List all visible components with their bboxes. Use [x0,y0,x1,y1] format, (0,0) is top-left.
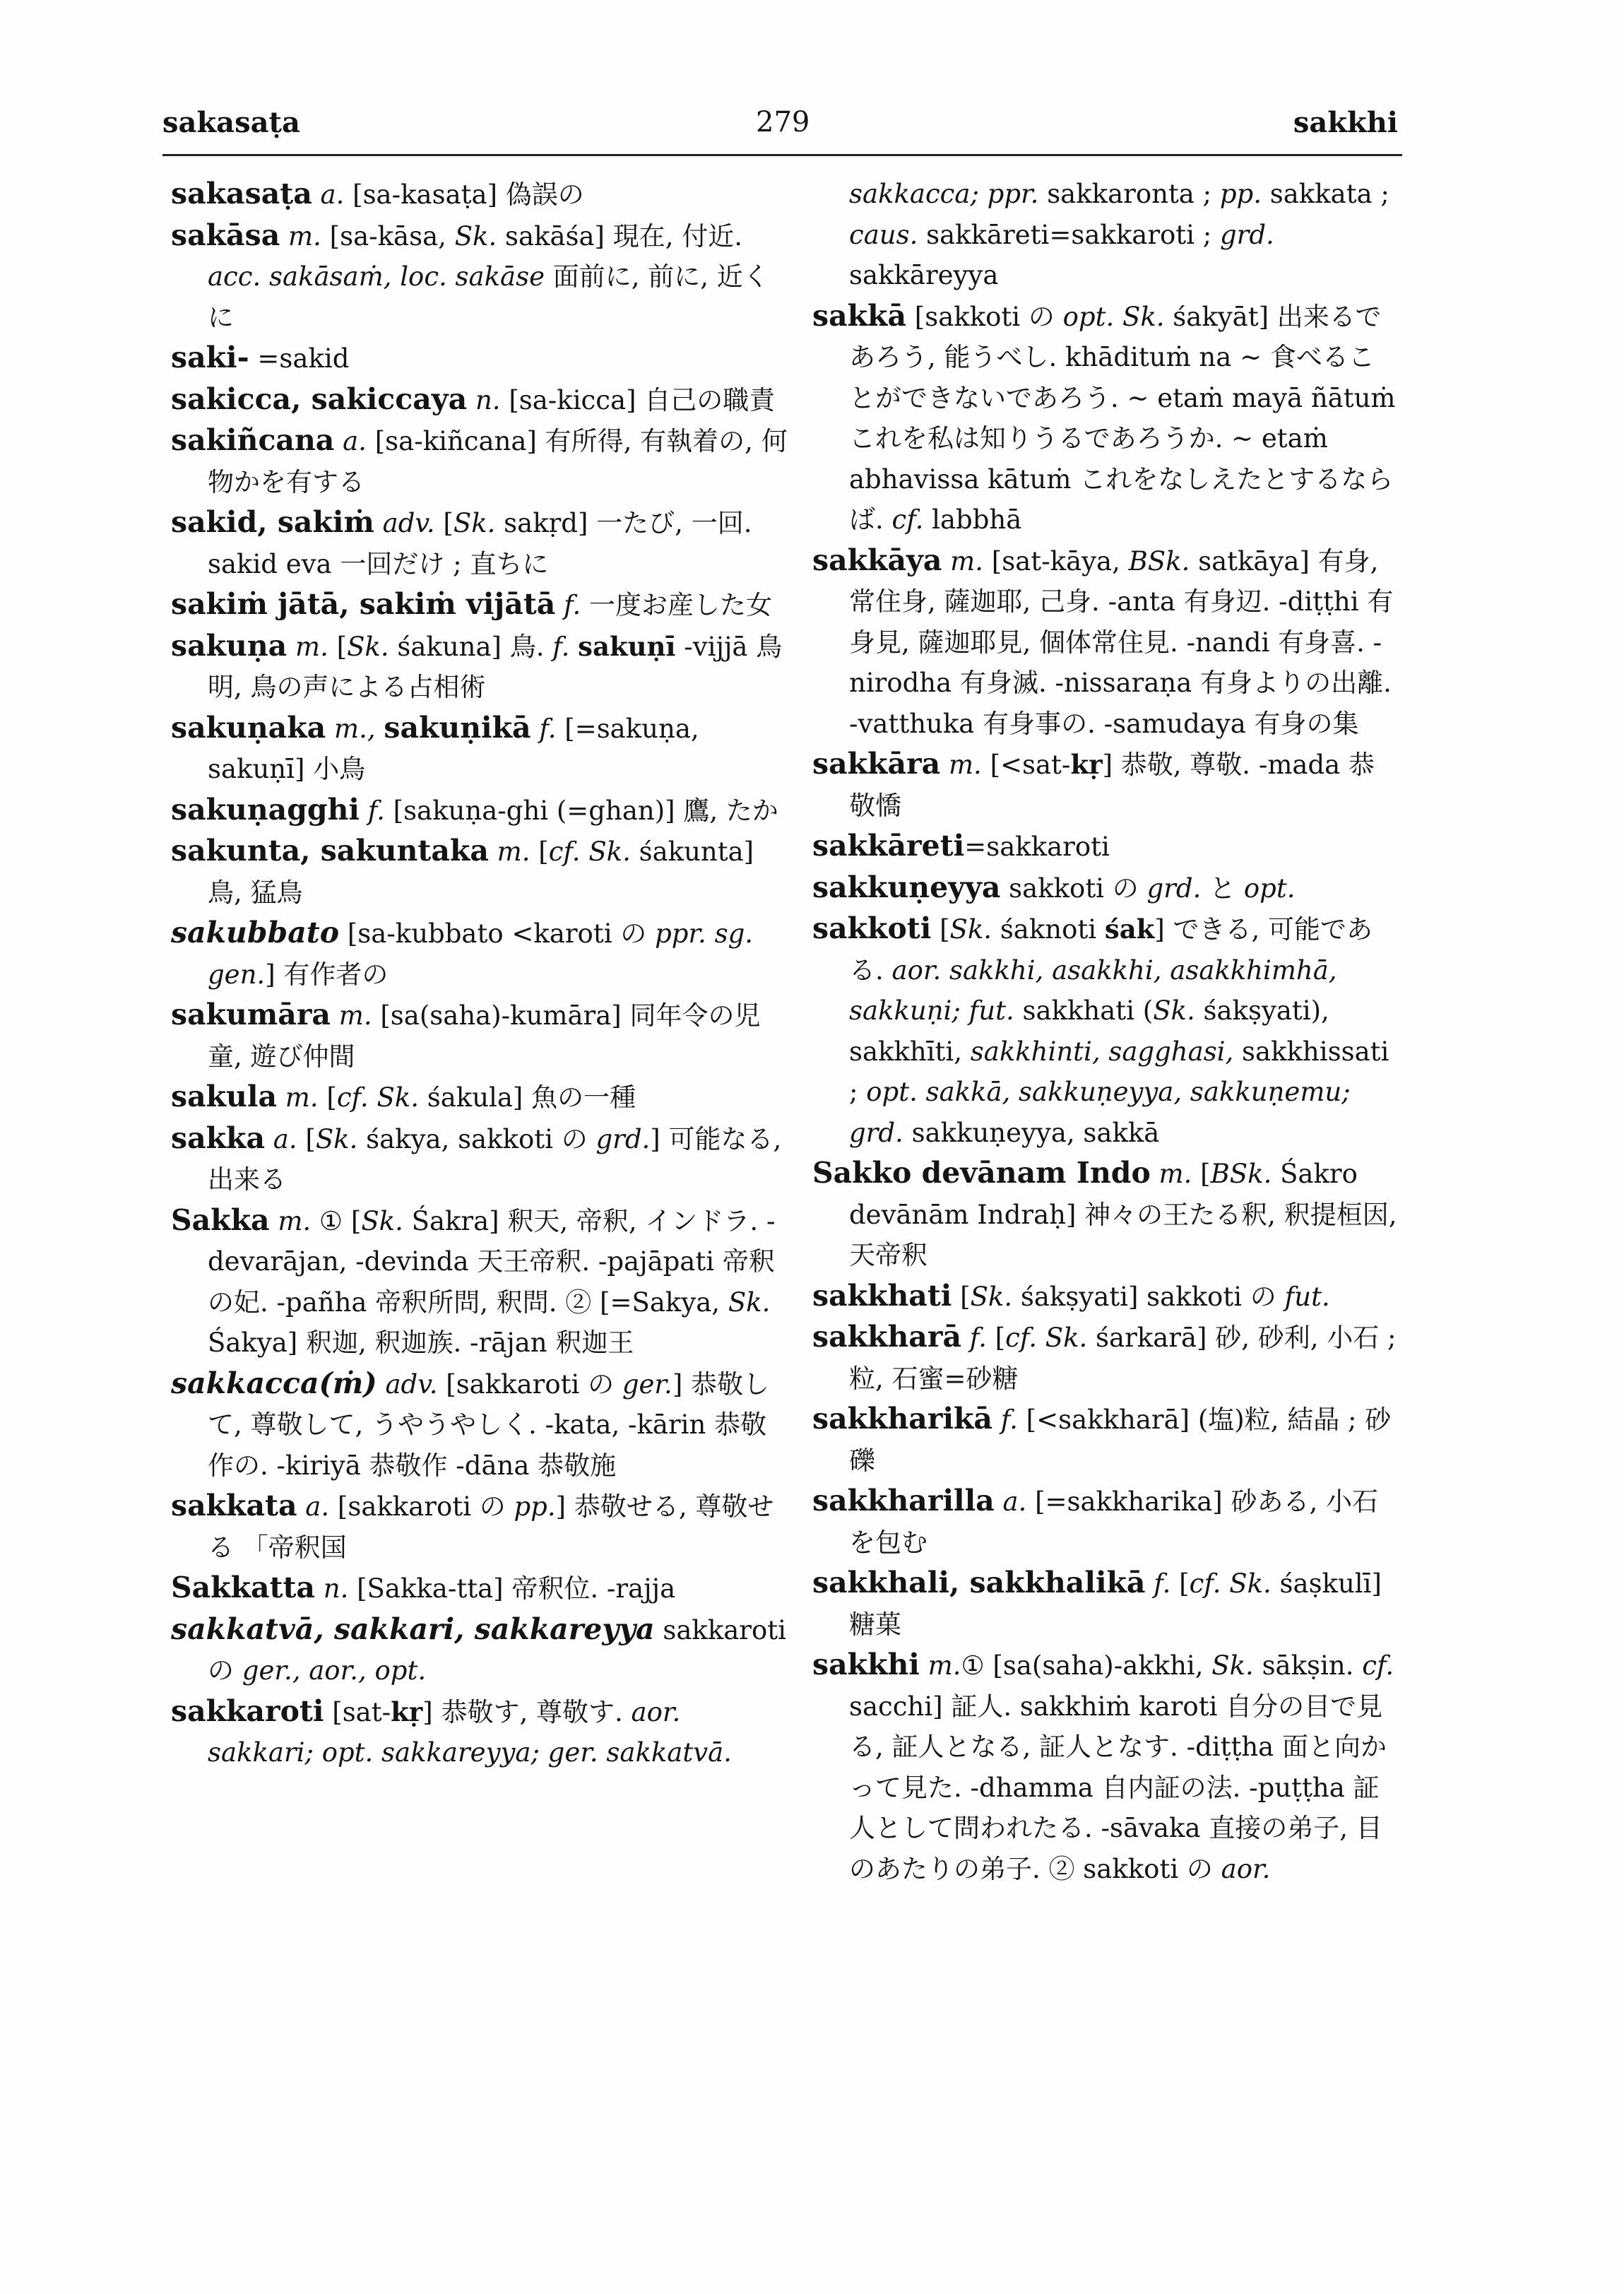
entry-text: Sk. [361,1205,403,1236]
entry-text: sakuṇī [578,630,676,662]
dictionary-entry [812,1399,1399,1481]
dictionary-entry [812,1276,1399,1318]
headword: sakubbato [171,916,340,950]
dictionary-entry [171,1200,793,1364]
entry-text: =sakkaroti [964,832,1110,862]
entry-text: cf. [1362,1650,1394,1681]
entry-text: [sakkaroti の [329,1491,514,1522]
entry-text: labbhā [923,504,1022,535]
entry-text: [sa-kiñcana] 有所得, 有執着の, 何物かを有する [208,426,788,497]
headword: sakkāra [812,747,941,781]
entry-text: n. [467,384,501,415]
entry-text: BSk. [1128,545,1190,577]
headword: sakicca, sakiccaya [171,382,468,416]
dictionary-entry [171,379,793,421]
entry-text: 面前に, 前に, 近くに [208,261,769,333]
headword: sakasaṭa [171,177,312,211]
entry-text: sakkacca; ppr. [849,179,1039,209]
entry-text: sakkhati ( [1014,995,1154,1026]
headword: sakkaroti [171,1693,324,1728]
dictionary-entry [171,1691,793,1773]
headword: sakiṁ jātā, sakiṁ vijātā [171,587,556,621]
headword: sakkhi [812,1648,920,1681]
dictionary-entry [171,1077,793,1118]
entry-text: ppr. sg. gen. [208,918,754,990]
entry-text: ] できる, 可能である. [849,914,1373,986]
entry-text: f. [555,590,581,620]
entry-text: sacchi] 証人. sakkhiṁ karoti 自分の目で見る, 証人となる, 証人となす. -diṭṭha 面と向かって見た. -dhamma 自内証の法. -puṭṭha 証人として問われたる. -sāvaka 直接の弟子, 目のあたりの弟子. ② sakkoti の [849,1691,1387,1884]
entry-text: m. [940,750,982,780]
entry-text: sakkhissati ; [849,1036,1389,1107]
entry-text: f. [552,631,570,662]
entry-text: ] 有作者の [265,959,389,990]
entry-text: [Sakka-tta] 帝釈位. -rajja [348,1573,676,1604]
entry-text: [sakkaroti の [437,1368,622,1400]
entry-text: BSk. [1210,1159,1272,1189]
dictionary-entry [812,744,1399,826]
entry-text: [sa-kasaṭa] 偽誤の [344,179,584,210]
entry-text: opt. [1243,873,1296,904]
entry-text: sakkuṇeyya, sakkā [903,1117,1160,1148]
headword: sakkharikā [812,1402,992,1436]
headword: sakuṇaka [171,710,326,745]
entry-text: [<sakkharā] (塩)粒, 結晶 ; 砂礫 [849,1405,1392,1476]
entry-text: ] 可能なる, 出来る [208,1123,782,1195]
entry-text: [ [434,508,454,538]
entry-text: sakkāreti=sakkaroti ; [918,219,1220,250]
entry-text: f. [992,1405,1018,1435]
entry-text: m. [942,545,984,577]
dictionary-entry [171,708,793,790]
entry-text [376,714,384,744]
entry-text: acc. sakāsaṁ, loc. sakāse [208,261,545,292]
dictionary-entry [171,584,793,626]
entry-text: śarkarā] 砂, 砂利, 小石 ; 粒, 石蜜=砂糖 [849,1323,1397,1394]
entry-text: adv. [377,1368,438,1400]
entry-text: sakkaroti の [208,1614,786,1686]
headword: Sakka [171,1202,270,1237]
dictionary-entry [171,831,793,913]
dictionary-entry [171,502,793,584]
entry-text: aor. [1221,1853,1271,1884]
headword: sakunta, sakuntaka [171,834,489,868]
entry-text: cf. Sk. [336,1082,419,1113]
entry-text: [=sakuṇa, sakuṇī] 小鳥 [208,713,699,784]
entry-text: [ [1192,1159,1211,1189]
headword: sakumāra [171,998,331,1031]
entry-text: sakkhinti, sagghasi, [970,1036,1234,1067]
entry-text: kṛ [391,1696,423,1727]
entry-text: aor. sakkhi, asakkhi, asakkhimhā, sakkuṇi; fut. [849,954,1337,1026]
entry-text: satkāya] 有身, 常住身, 薩迦耶, 己身. -anta 有身辺. -diṭṭhi 有身見, 薩迦耶見, 個体常住見. -nandi 有身喜. -nirodha 有身滅. -nissaraṇa 有身よりの出離. -vatthuka 有身事の. -samudaya 有身の集 [849,545,1394,739]
entry-text: と [1201,873,1244,904]
entry-text: fut. [1284,1281,1330,1312]
entry-text [569,632,578,662]
entry-text: [sakuṇa-ghi (=ghan)] 鷹, たか [384,795,778,826]
entry-text: [ [318,1082,337,1113]
entry-text: śakuna] 鳥. [389,631,553,662]
entry-text: [sa-kāsa, [321,220,455,252]
running-head-left: sakasaṭa [162,106,300,139]
entry-text: śak [1104,914,1155,945]
dictionary-entry [812,826,1399,868]
entry-text: sākṣin. [1253,1650,1363,1681]
entry-text: a. [312,179,345,210]
entry-text: a. [994,1486,1027,1517]
entry-text: sakkaronta ; [1038,179,1220,209]
header-rule [162,154,1402,156]
dictionary-entry [171,913,793,995]
headword: sakuṇa [171,628,288,663]
entry-text: 一度お産した女 [581,590,773,620]
entry-text: f. [1145,1568,1171,1599]
entry-text: pp. [514,1491,556,1522]
entry-text: Śakro devānām Indraḥ] 神々の王たる釈, 釈提桓因, 天帝釈 [849,1159,1397,1270]
entry-text: Sk. [315,1123,358,1154]
entry-text: śakya, sakkoti の [357,1123,596,1154]
entry-text: pp. [1219,179,1262,209]
entry-text: [ [530,836,549,867]
entry-text: a. [297,1491,330,1522]
entry-text: [ [297,1123,316,1154]
entry-text: Sk. [454,220,497,252]
entry-text: ger., aor., opt. [242,1655,427,1686]
entry-text: grd. [1219,219,1274,250]
entry-text: [<sat- [981,750,1071,780]
entry-text: aor. sakkari; opt. sakkareyya; ger. sakkatvā. [208,1696,732,1768]
dictionary-entry [812,1153,1399,1276]
entry-text: [sat- [324,1696,391,1727]
entry-text: n. [315,1573,349,1604]
running-head-right: sakkhi [1293,106,1398,139]
entry-text: [ [1170,1568,1190,1599]
entry-text: m. [277,1082,319,1113]
entry-text: [sat-kāya, [983,545,1129,577]
left-column [171,174,793,1773]
entry-text: [ [986,1323,1006,1353]
entry-text: [sa-kicca] 自己の職責 [500,384,776,415]
dictionary-entry [171,215,793,338]
dictionary-entry [171,174,793,215]
entry-text: m. [287,631,328,662]
entry-text: a. [334,426,367,456]
entry-text: m. [919,1650,961,1681]
headword: sakuṇagghi [171,792,360,827]
entry-text: ] 恭敬す, 尊敬す. [422,1696,632,1727]
headword: sakkāya [812,543,942,577]
entry-text: [ [931,914,950,945]
entry-text: m. [488,836,531,867]
entry-text: f. [961,1323,987,1353]
entry-text: m. [269,1205,312,1236]
dictionary-entry [171,1568,793,1609]
entry-text: sakṛd] 一たび, 一回. sakid eva 一回だけ ; 直ちに [208,508,752,579]
dictionary-entry [171,626,793,708]
entry-text: Śakya] 釈迦, 釈迦族. -rājan 釈迦王 [208,1328,634,1358]
entry-text: cf. [891,504,924,535]
entry-text: śaknoti [992,914,1105,945]
entry-text: -vijjā 鳥明, 鳥の声による占相術 [208,631,783,702]
entry-text: Sk. [970,1281,1013,1312]
dictionary-entry [812,1563,1399,1645]
entry-text: Sk. [1211,1650,1254,1681]
entry-text: adv. [374,508,435,538]
dictionary-entry [171,420,793,502]
dictionary-entry [171,1486,793,1568]
entry-text: Sk. [347,631,389,662]
headword: sakkharā [812,1320,962,1354]
entry-text: [sa(saha)-kumāra] 同年令の児童, 遊び仲間 [208,1000,761,1072]
entry-text: grd. [595,1123,651,1154]
entry-text: kṛ [1070,749,1103,780]
entry-text: śakṣyati] sakkoti の [1012,1281,1285,1312]
entry-text: m. [330,1000,372,1031]
entry-text: caus. [849,219,918,250]
dictionary-entry [812,1645,1399,1889]
headword: sakiñcana [171,423,335,457]
entry-text: śaṣkulī] 糖菓 [849,1568,1382,1640]
entry-text: m. [280,220,321,252]
dictionary-entry [171,1118,793,1200]
headword: sakkoti [812,911,932,945]
entry-text: [ [952,1281,971,1312]
entry-text: ① [sa(saha)-akkhi, [961,1650,1212,1681]
headword: sakkā [812,298,907,333]
entry-text: sakkoti の [1000,873,1147,904]
dictionary-entry [171,790,793,832]
headword: Sakkatta [171,1571,315,1604]
headword: sakāsa [171,218,280,252]
entry-text: śakṣyati), sakkhīti, [849,995,1329,1067]
headword: sakid, sakiṁ [171,505,374,539]
dictionary-entry [812,909,1399,1153]
entry-text: Śakra] 釈天, 帝釈, インドラ. -devarājan, -devinda 天王帝釈. -pajāpati 帝釈の妃. -pañha 帝釈所問, 釈問. ② [=Sakya, [208,1205,776,1318]
headword: sakkacca(ṁ) [171,1366,377,1400]
dictionary-entry [171,338,793,379]
entry-text: opt. sakkā, sakkuṇeyya, sakkuṇemu; grd. [849,1077,1351,1148]
entry-text: ① [ [311,1205,362,1236]
entry-text: ] 恭敬して, 尊敬して, うやうやしく. -kata, -kārin 恭敬作の. -kiriyā 恭敬作 -dāna 恭敬施 [208,1368,770,1481]
entry-text: cf. Sk. [548,836,631,867]
headword: sakkuṇeyya [812,870,1001,904]
entry-text: m. [1150,1159,1192,1189]
entry-text: ] 恭敬せる, 尊敬せる 「帝釈国 [208,1491,774,1563]
entry-text: śakunta] 鳥, 猛鳥 [208,836,754,908]
right-column [812,174,1399,1889]
entry-text: [sakkoti の [906,301,1063,332]
dictionary-entry [812,540,1399,745]
entry-text: [=sakkharika] 砂ある, 小石を包む [849,1486,1379,1558]
entry-text: grd. [1146,873,1202,904]
entry-text: m., [326,713,376,744]
entry-text: ] 恭敬, 尊敬. -mada 恭敬憍 [849,750,1375,821]
entry-text: sakāśa] 現在, 付近. [497,220,743,252]
entry-text: cf. Sk. [1189,1568,1272,1599]
entry-text: cf. Sk. [1005,1323,1088,1353]
headword: sakkāreti [812,829,965,863]
headword: sakka [171,1121,266,1155]
dictionary-entry [812,1317,1399,1399]
headword: sakkhali, sakkhalikā [812,1566,1146,1600]
entry-text: Sk. [728,1287,771,1318]
dictionary-entry [171,995,793,1077]
entry-text: sakkāreyya [849,260,999,290]
headword: sakkata [171,1489,297,1523]
headword: saki- [171,341,249,374]
dictionary-entry [171,1609,793,1691]
entry-text: a. [265,1123,297,1154]
entry-text: [ [328,631,348,662]
entry-text: [sa-kubbato <karoti の [339,918,656,949]
entry-text: śakyāt] 出来るであろう, 能うべし. khādituṁ na ~ 食べることができないであろう. ~ etaṁ mayā ñātuṁ これを私は知りうるであろうか. ~ etaṁ abhavissa kātuṁ これをなしえたとするならば. [849,301,1396,535]
dictionary-entry [812,1481,1399,1563]
entry-text: ger. [622,1368,672,1400]
headword: sakkharilla [812,1484,995,1518]
entry-text: f. [531,713,557,744]
entry-text: Sk. [453,508,496,538]
dictionary-entry [812,868,1399,909]
headword: sakkhati [812,1278,952,1313]
entry-text: Sk. [949,914,992,945]
entry-text: opt. Sk. [1062,301,1165,332]
entry-text: śakula] 魚の一種 [418,1082,636,1113]
entry-text: sakkata ; [1262,179,1389,209]
page-number: 279 [756,106,810,138]
dictionary-entry [171,1364,793,1486]
entry-text: f. [359,795,385,826]
headword: Sakko devānam Indo [812,1156,1151,1190]
dictionary-entry [812,296,1399,540]
headword: sakkatvā, sakkari, sakkareyya [171,1612,655,1646]
entry-continuation [812,174,1399,296]
entry-text: Sk. [1153,995,1195,1026]
entry-text: =sakid [249,343,350,374]
headword: sakula [171,1080,278,1113]
headword: sakuṇikā [384,710,531,745]
